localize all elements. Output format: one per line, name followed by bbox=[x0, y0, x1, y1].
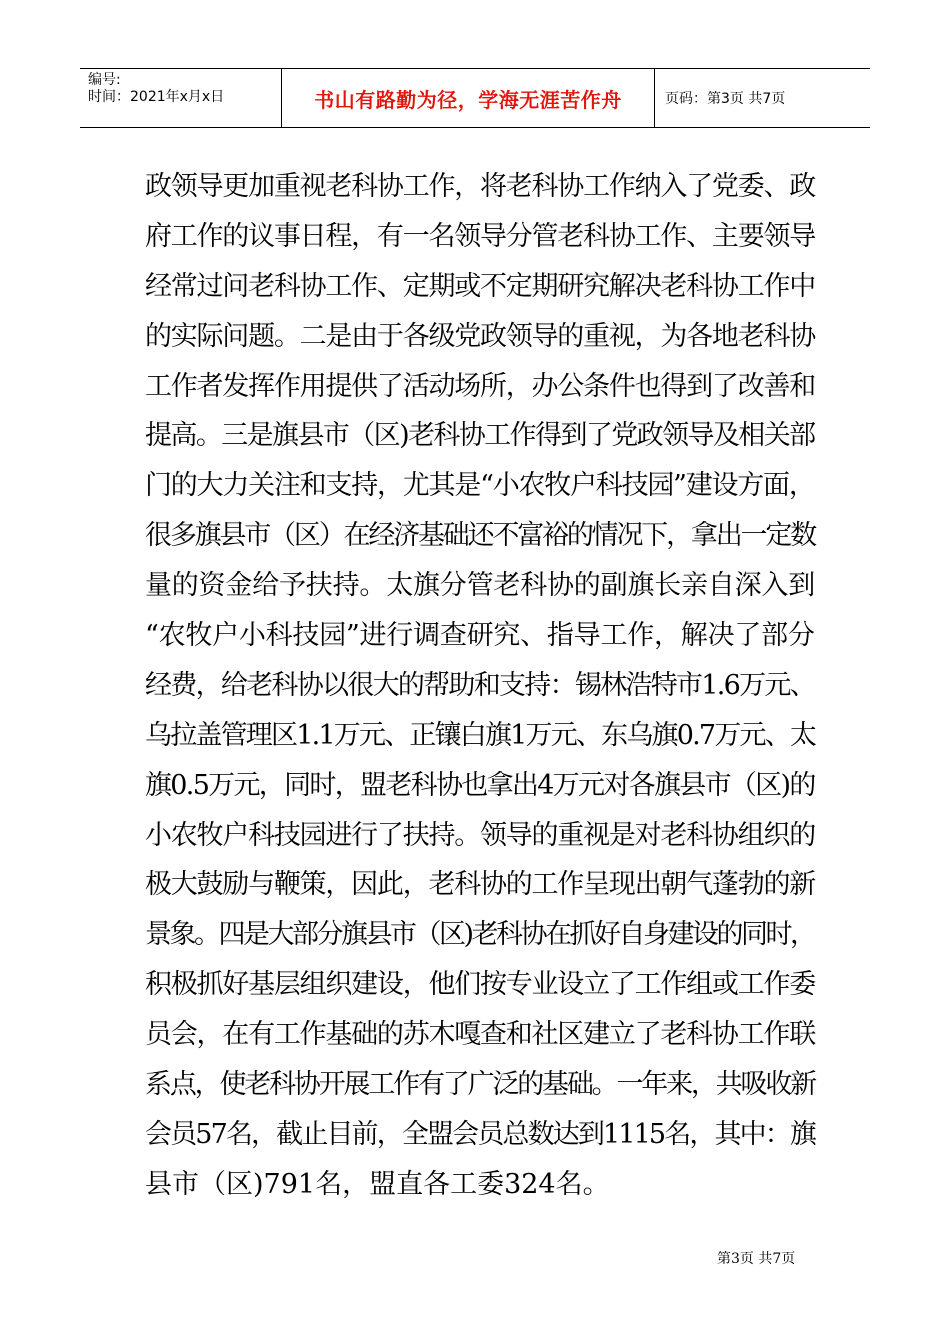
body-line: 县市（区)791名，盟直各工委324名。 bbox=[145, 1168, 610, 1200]
body-line: 量的资金给予扶持。太旗分管老科协的副旗长亲自深入到 bbox=[145, 570, 815, 602]
document-body bbox=[145, 162, 815, 1210]
page-footer: 第3页 共7页 bbox=[717, 1251, 796, 1267]
page-header bbox=[80, 68, 870, 128]
document-number-label: 编号: bbox=[88, 72, 121, 88]
document-time-label: 时间：2021年x月x日 bbox=[88, 89, 225, 105]
body-line: 很多旗县市（区）在经济基础还不富裕的情况下，拿出一定数 bbox=[145, 520, 815, 552]
body-line: 极大鼓励与鞭策，因此，老科协的工作呈现出朝气蓬勃的新 bbox=[145, 869, 815, 901]
header-motto: 书山有路勤为径，学海无涯苦作舟 bbox=[281, 69, 655, 127]
header-page-number: 页码：第3页 共7页 bbox=[665, 91, 786, 107]
body-line: “农牧户小科技园”进行调查研究、指导工作，解决了部分 bbox=[145, 620, 815, 652]
body-line: 工作者发挥作用提供了活动场所，办公条件也得到了改善和 bbox=[145, 370, 815, 402]
body-line: 门的大力关注和支持，尤其是“小农牧户科技园”建设方面， bbox=[145, 470, 815, 502]
body-line: 政领导更加重视老科协工作，将老科协工作纳入了党委、政 bbox=[145, 171, 815, 202]
body-line: 系点，使老科协开展工作有了广泛的基础。一年来，共吸收新 bbox=[145, 1069, 815, 1101]
body-line: 的实际问题。二是由于各级党政领导的重视，为各地老科协 bbox=[145, 320, 815, 352]
body-line: 提高。三是旗县市（区)老科协工作得到了党政领导及相关部 bbox=[145, 420, 815, 452]
header-meta bbox=[80, 69, 281, 127]
body-line: 景象。四是大部分旗县市（区)老科协在抓好自身建设的同时， bbox=[145, 919, 815, 951]
body-line: 员会，在有工作基础的苏木嘎查和社区建立了老科协工作联 bbox=[145, 1019, 815, 1051]
body-line: 会员57名，截止目前，全盟会员总数达到1115名，其中：旗 bbox=[145, 1118, 816, 1150]
body-line: 积极抓好基层组织建设，他们按专业设立了工作组或工作委 bbox=[145, 969, 815, 1001]
body-line: 小农牧户科技园进行了扶持。领导的重视是对老科协组织的 bbox=[145, 819, 815, 851]
body-line: 旗0.5万元，同时，盟老科协也拿出4万元对各旗县市（区)的 bbox=[145, 769, 815, 801]
body-line: 府工作的议事日程，有一名领导分管老科协工作、主要领导 bbox=[145, 220, 815, 252]
body-line: 乌拉盖管理区1.1万元、正镶白旗1万元、东乌旗0.7万元、太 bbox=[145, 719, 816, 751]
body-line: 经常过问老科协工作、定期或不定期研究解决老科协工作中 bbox=[145, 270, 815, 302]
body-line: 经费，给老科协以很大的帮助和支持：锡林浩特市1.6万元、 bbox=[145, 669, 815, 701]
